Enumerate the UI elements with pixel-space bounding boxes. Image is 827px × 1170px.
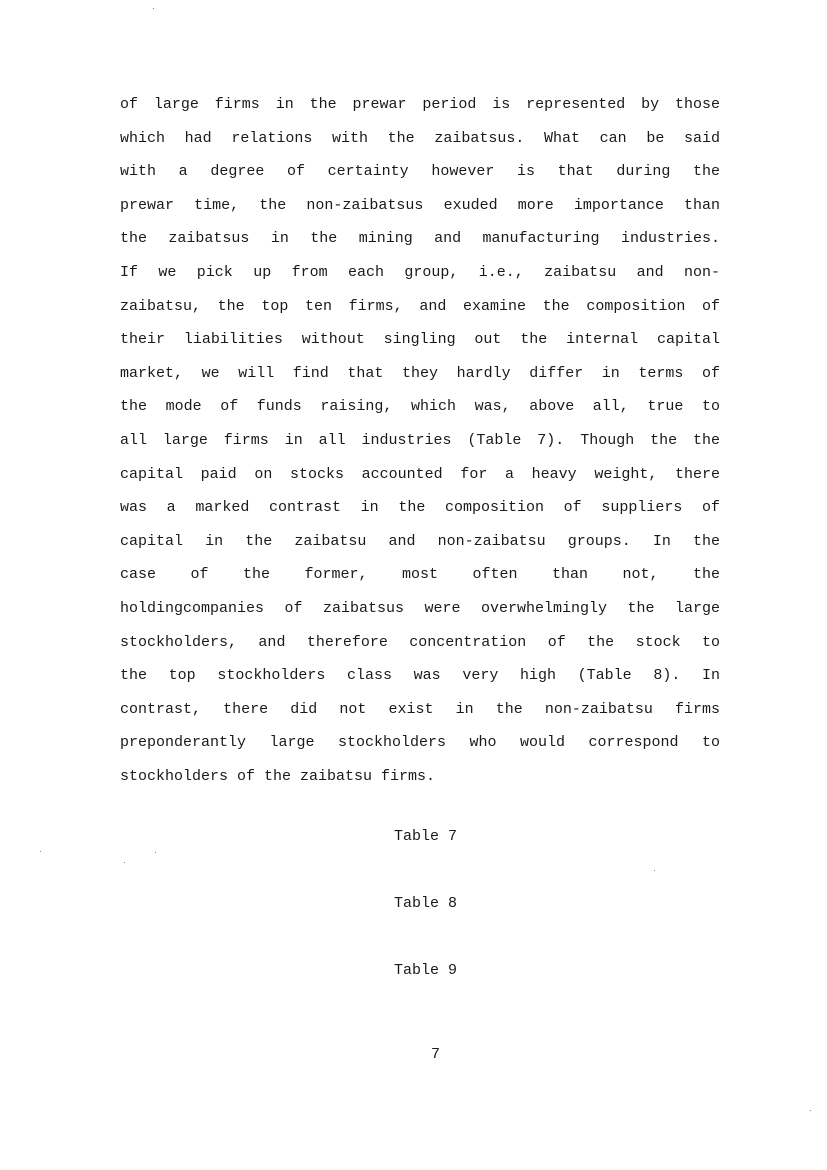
text-line: market, we will find that they hardly differ in terms of (120, 364, 720, 382)
text-line: of large firms in the prewar period is represented by those (120, 96, 720, 113)
scan-speck (155, 852, 156, 853)
text-line: stockholders, and therefore concentration of the stock to (120, 633, 720, 651)
table-7-caption: Table 7 (393, 828, 457, 845)
table-9-caption: Table 9 (393, 962, 457, 979)
body-paragraph (120, 88, 720, 793)
text-line: If we pick up from each group, i.e., zaibatsu and non- (120, 263, 720, 281)
text-line: prewar time, the non-zaibatsus exuded more importance than (120, 196, 720, 214)
text-line: the mode of funds raising, which was, above all, true to (120, 398, 720, 416)
text-line: preponderantly large stockholders who would correspond to (120, 734, 720, 752)
text-line: capital in the zaibatsu and non-zaibatsu groups. In the (120, 532, 720, 550)
page-number: 7 (430, 1046, 440, 1063)
scan-speck (40, 851, 41, 852)
text-line: holdingcompanies of zaibatsus were overwhelmingly the large (120, 599, 720, 617)
scan-speck (124, 862, 125, 863)
scan-speck (810, 1110, 811, 1111)
text-line: the top stockholders class was very high (Table 8). In (120, 667, 720, 685)
text-line: zaibatsu, the top ten firms, and examine the composition of (120, 297, 720, 315)
text-line: all large firms in all industries (Table 7). Though the the (120, 431, 720, 449)
text-line: with a degree of certainty however is that during the (120, 163, 720, 181)
text-line: was a marked contrast in the composition of suppliers of (120, 499, 720, 517)
text-line: stockholders of the zaibatsu firms. (120, 767, 436, 785)
text-line: which had relations with the zaibatsus. What can be said (120, 129, 720, 147)
text-line: the zaibatsus in the mining and manufacturing industries. (120, 230, 720, 248)
scan-speck (153, 8, 154, 9)
text-line: capital paid on stocks accounted for a heavy weight, there (120, 465, 720, 483)
text-line: case of the former, most often than not, the (120, 566, 720, 584)
text-line: contrast, there did not exist in the non-zaibatsu firms (120, 700, 720, 718)
scan-speck (654, 870, 655, 871)
table-8-caption: Table 8 (393, 895, 457, 912)
text-line: their liabilities without singling out the internal capital (120, 331, 720, 349)
